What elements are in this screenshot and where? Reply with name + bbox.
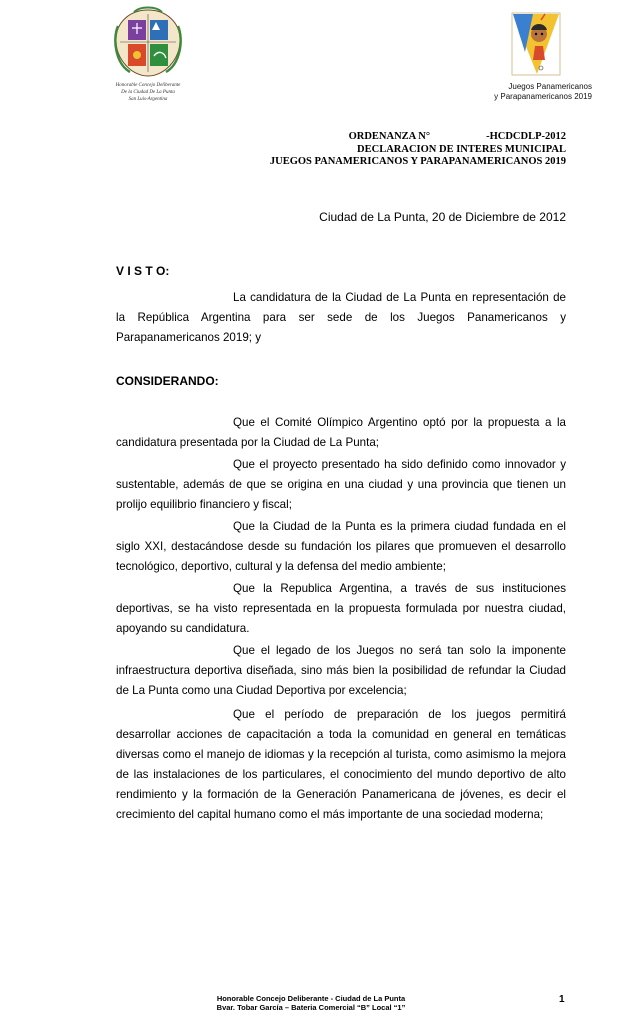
ordinance-title: [270, 131, 566, 169]
panamerican-games-mascot-icon: [511, 12, 561, 76]
considerando-paragraph: Que la Republica Argentina, a través de sus instituciones deportivas, se ha visto representada en la propuesta formulada por nuestra ciudad, apoyando su candidatura.: [116, 582, 566, 635]
visto-heading: V I S T O:: [116, 264, 170, 278]
council-caption-line: San Luis-Argentina: [128, 97, 168, 102]
visto-paragraph: La candidatura de la Ciudad de La Punta en representación de la República Argentina para ser sede de los Juegos Panamericanos y Parapanamericanos 2019; y: [116, 291, 566, 344]
considerando-paragraph: Que el período de preparación de los juegos permitirá desarrollar acciones de capacitación a toda la comunidad en general en temáticas diversas como el manejo de idiomas y la recepción al turista, como asimismo la mejora de las instalaciones de los particulares, el conocimiento del mundo deportivo de alto rendimiento y la formación de la Generación Panamericana de jóvenes, es decir el crecimiento del capital humano como el más importante de una sociedad moderna;: [116, 708, 566, 821]
page-number: 1: [559, 994, 565, 1005]
page-footer: [0, 994, 622, 1012]
games-caption: [494, 82, 592, 102]
council-caption-line: Honorable Concejo Deliberante: [115, 83, 181, 88]
considerando-paragraph: Que el Comité Olímpico Argentino optó por la propuesta a la candidatura presentada por la Ciudad de La Punta;: [116, 416, 566, 449]
ordinance-label: ORDENANZA N°: [348, 131, 431, 142]
footer-line: Bvar. Tobar García – Bateria Comercial “B” Local “1”: [216, 1003, 406, 1012]
council-crest-icon: [108, 6, 188, 80]
games-caption-line: y Parapanamericanos 2019: [494, 92, 592, 101]
games-title-line: JUEGOS PANAMERICANOS Y PARAPANAMERICANOS 2019: [269, 156, 566, 167]
footer-line: Honorable Concejo Deliberante - Ciudad de La Punta: [216, 994, 406, 1003]
considerando-paragraph: Que el proyecto presentado ha sido definido como innovador y sustentable, además de que se origina en una ciudad y una provincia que tienen un prolijo equilibrio financiero y fiscal;: [116, 458, 566, 511]
council-caption-line: De la Ciudad De La Punta: [121, 90, 175, 95]
declaration-line: DECLARACION DE INTERES MUNICIPAL: [357, 143, 566, 155]
document-date: Ciudad de La Punta, 20 de Diciembre de 2012: [319, 210, 566, 224]
ordinance-code: -HCDCDLP-2012: [486, 131, 566, 142]
ordinance-number-line: [270, 131, 566, 144]
considerando-paragraph: Que el legado de los Juegos no será tan solo la imponente infraestructura deportiva diseñada, sino más bien la posibilidad de refundar la Ciudad de La Punta como una Ciudad Deportiva por excelencia;: [116, 644, 566, 697]
games-caption-line: Juegos Panamericanos: [508, 82, 592, 91]
considerando-heading: CONSIDERANDO:: [116, 374, 219, 388]
considerando-paragraph: Que la Ciudad de la Punta es la primera ciudad fundada en el siglo XXI, destacándose desde su fundación los pilares que promueven el desarrollo tecnológico, deportivo, cultural y la defensa del medio ambiente;: [116, 520, 566, 573]
council-caption: [100, 82, 196, 103]
